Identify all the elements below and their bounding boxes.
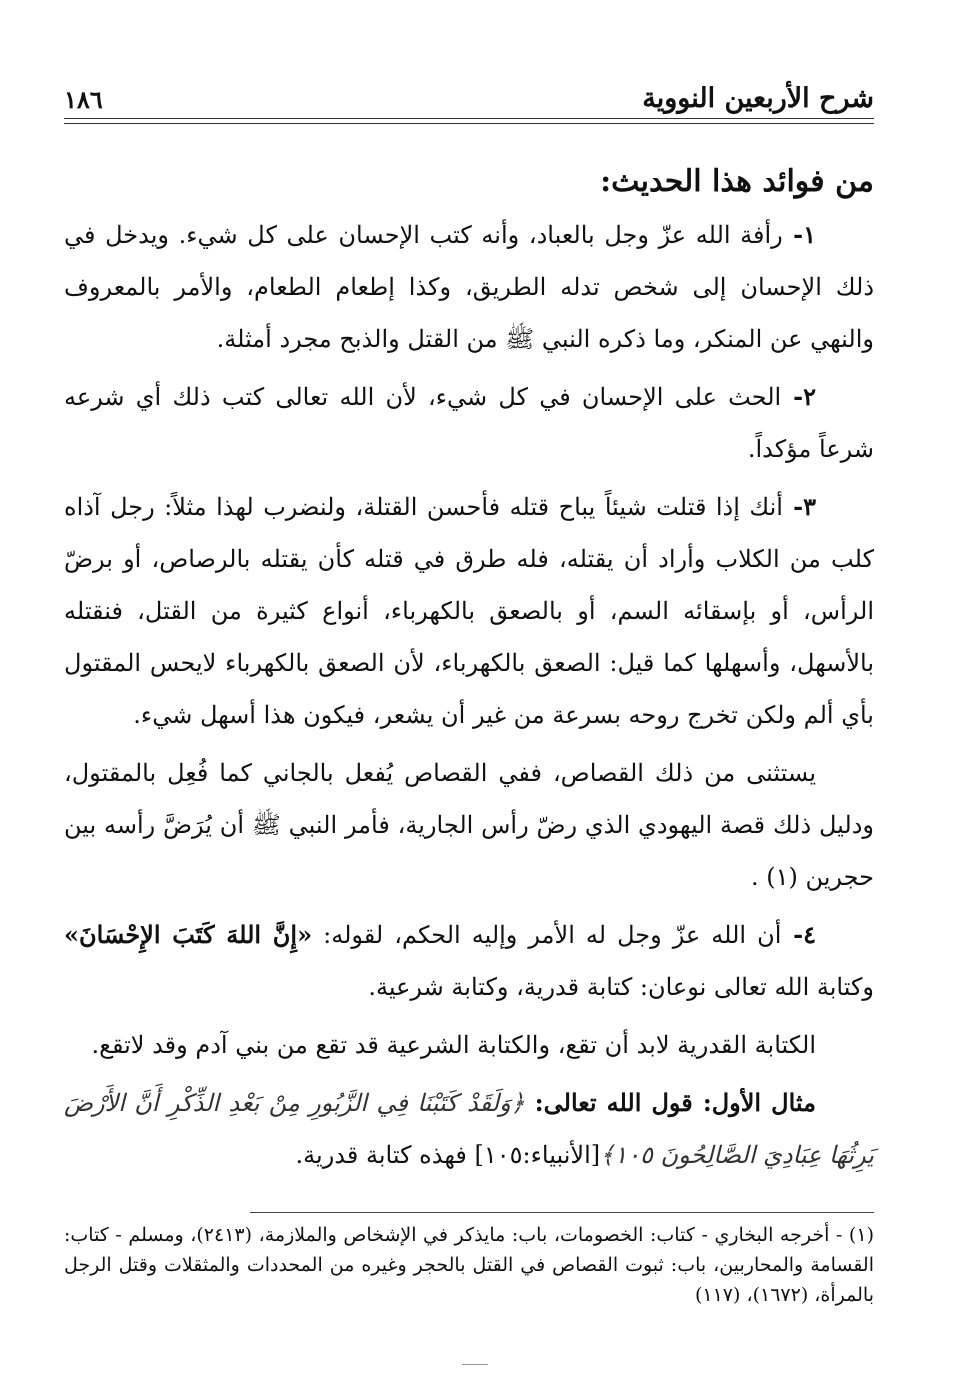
header-rule [64,118,874,124]
item-number: ١- [782,220,816,249]
paragraph-1 [64,209,874,365]
book-title: شرح الأربعين النووية [642,83,874,114]
paragraph-6 [64,1077,874,1181]
paragraph-3 [64,481,874,741]
footnote-rule [250,1212,874,1213]
paragraph-text: أنك إذا قتلت شيئاً يباح قتله فأحسن القتلة، ولنضرب لهذا مثلاً: رجل آذاه كلب من الكلاب وأراد أن يقتله، فله طرق في قتله كأن يقتله بالرصاص، أو برضّ الرأس، أو بإسقائه السم، أو بالصعق بالكهرباء، أنواع كثيرة من القتل، فنقتله بالأسهل، وأسهلها كما قيل: الصعق بالكهرباء، لأن الصعق بالكهرباء لايحس المقتول بأي ألم ولكن تخرج روحه بسرعة من غير أن يشعر، فيكون هذا أسهل شيء. [64,493,874,729]
paragraph-3b [64,747,874,903]
paragraph-text: يستثنى من ذلك القصاص، ففي القصاص يُفعل بالجاني كما فُعِل بالمقتول، ودليل ذلك قصة اليهودي الذي رضّ رأس الجارية، فأمر النبي ﷺ أن يُرَضَّ رأسه بين حجرين (١) . [64,759,874,891]
example-label: مثال الأول: قول الله تعالى: [524,1088,817,1117]
page-number: ١٨٦ [64,85,103,114]
paragraph-4 [64,909,874,1013]
paragraph-text: رأفة الله عزّ وجل بالعباد، وأنه كتب الإحسان على كل شيء. ويدخل في ذلك الإحسان إلى شخص تدله الطريق، وكذا إطعام الطعام، والأمر بالمعروف والنهي عن المنكر، وما ذكره النبي ﷺ من القتل والذبح مجرد أمثلة. [64,221,874,353]
paragraph-text: الحث على الإحسان في كل شيء، لأن الله تعالى كتب ذلك أي شرعه شرعاً مؤكداً. [64,383,874,463]
paragraph-text: [الأنبياء:١٠٥] فهذه كتابة قدرية. [295,1141,601,1169]
paragraph-5 [64,1019,874,1071]
paragraph-text: الكتابة القدرية لابد أن تقع، والكتابة الشرعية قد تقع من بني آدم وقد لاتقع. [91,1031,816,1059]
section-title: من فوائد هذا الحديث: [600,164,874,199]
item-number: ٣- [782,492,816,521]
paragraph-text: أن الله عزّ وجل له الأمر وإليه الحكم، لقوله: [312,921,782,949]
footnote: (١) - أخرجه البخاري - كتاب: الخصومات، باب: مايذكر في الإشخاص والملازمة، (٢٤١٣)، ومسلم - كتاب: القسامة والمحاربين، باب: ثبوت القصاص في القتل بالحجر وغيره من المحددات والمثقلات وقتل الرجل بالمرأة، (١٦٧٢)، (١١٧) [64,1224,874,1306]
item-number: ٢- [781,382,816,411]
item-number: ٤- [781,920,816,949]
running-header [64,78,874,114]
paragraph-text: وكتابة الله تعالى نوعان: كتابة قدرية، وكتابة شرعية. [368,973,874,1001]
quran-verse: ﴿وَلَقَدْ كَتَبْنَا فِي الزَّبُورِ مِنْ بَعْدِ الذِّكْرِ أَنَّ الأَرْضَ يَرِثُهَا عِبَادِيَ الصَّالِحُونَ ١٠٥﴾ [64,1089,874,1169]
hadith-quote: «إِنَّ اللهَ كَتَبَ الإِحْسَانَ» [64,920,313,949]
page-content [64,78,874,1187]
paragraph-2 [64,371,874,475]
bottom-mark [462,1364,488,1365]
